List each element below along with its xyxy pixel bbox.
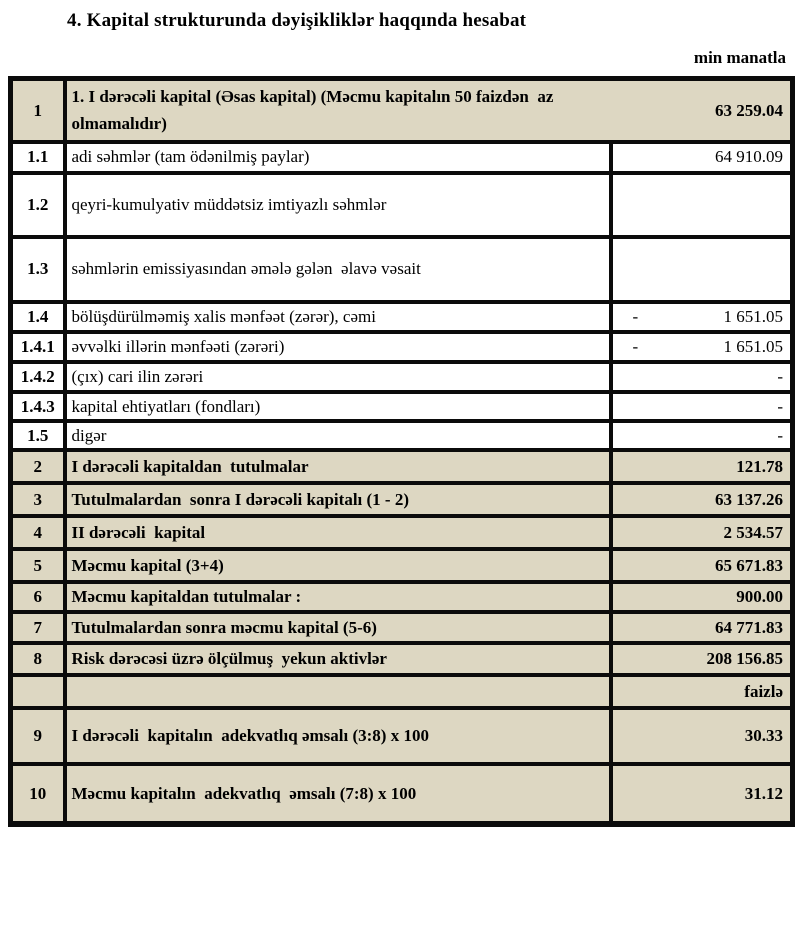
row-label-cell: adi səhmlər (tam ödənilmiş paylar): [65, 142, 611, 173]
table-row: [11, 302, 793, 332]
row-number-cell: [11, 675, 65, 708]
row-label-cell: I dərəcəli kapitaldan tutulmalar: [65, 450, 611, 483]
row-label-cell: Tutulmalardan sonra I dərəcəli kapitalı (1 - 2): [65, 483, 611, 516]
row-number-cell: 4: [11, 516, 65, 549]
row-value-cell: -: [611, 392, 793, 421]
row-label-cell: əvvəlki illərin mənfəəti (zərəri): [65, 332, 611, 362]
row-value-cell: 2 534.57: [611, 516, 793, 549]
table-row: [11, 450, 793, 483]
row-number-cell: 1.2: [11, 173, 65, 237]
row-value-cell: [611, 237, 793, 302]
capital-structure-table: [8, 76, 795, 827]
table-body: [11, 79, 793, 825]
table-row: [11, 79, 793, 142]
row-number-cell: 1.4.2: [11, 362, 65, 392]
row-label-cell: kapital ehtiyatları (fondları): [65, 392, 611, 421]
row-number-cell: 2: [11, 450, 65, 483]
row-label-cell: səhmlərin emissiyasından əmələ gələn əlavə vəsait: [65, 237, 611, 302]
row-value-cell: [611, 173, 793, 237]
row-number-cell: 1.5: [11, 421, 65, 450]
table-row: [11, 516, 793, 549]
row-value-cell: 31.12: [611, 764, 793, 824]
table-row: [11, 483, 793, 516]
row-label-cell: I dərəcəli kapitalın adekvatlıq əmsalı (3:8) x 100: [65, 708, 611, 764]
row-number-cell: 8: [11, 643, 65, 675]
row-label-cell: Risk dərəcəsi üzrə ölçülmuş yekun aktivlər: [65, 643, 611, 675]
table-row: [11, 764, 793, 824]
row-number-cell: 1.3: [11, 237, 65, 302]
table-row: [11, 612, 793, 643]
row-value-cell: 65 671.83: [611, 549, 793, 582]
row-number-cell: 1.1: [11, 142, 65, 173]
row-value-cell: -: [611, 421, 793, 450]
row-label-cell: [65, 675, 611, 708]
table-row: [11, 708, 793, 764]
row-number-cell: 7: [11, 612, 65, 643]
row-label-cell: digər: [65, 421, 611, 450]
row-value-cell: 64 771.83: [611, 612, 793, 643]
table-row: [11, 582, 793, 612]
negative-sign: -: [632, 336, 639, 356]
row-label-cell: (çıx) cari ilin zərəri: [65, 362, 611, 392]
row-value-cell: 121.78: [611, 450, 793, 483]
row-number-cell: 3: [11, 483, 65, 516]
table-row: [11, 421, 793, 450]
row-label-cell: qeyri-kumulyativ müddətsiz imtiyazlı səhmlər: [65, 173, 611, 237]
row-label-cell: Tutulmalardan sonra məcmu kapital (5-6): [65, 612, 611, 643]
row-number-cell: 10: [11, 764, 65, 824]
row-label: 1. I dərəcəli kapital (Əsas kapital) (Məcmu kapitalın 50 faizdən az olmamalıdır): [71, 87, 558, 134]
row-value: 63 259.04: [715, 100, 783, 120]
row-value-cell: [611, 332, 793, 362]
table-row: [11, 675, 793, 708]
row-value-cell: faizlə: [611, 675, 793, 708]
page-title: 4. Kapital strukturunda dəyişikliklər haqqında hesabat: [67, 10, 527, 31]
row-value-cell: [611, 302, 793, 332]
row-label-cell: bölüşdürülməmiş xalis mənfəət (zərər), cəmi: [65, 302, 611, 332]
row-value-cell: 64 910.09: [611, 142, 793, 173]
negative-sign: -: [632, 306, 639, 326]
row-label-cell: Məcmu kapitaldan tutulmalar :: [65, 582, 611, 612]
unit-label: min manatla: [693, 48, 786, 67]
row-label-cell: Məcmu kapitalın adekvatlıq əmsalı (7:8) x 100: [65, 764, 611, 824]
row-number-cell: 1.4.1: [11, 332, 65, 362]
row-value: 1 651.05: [723, 306, 783, 326]
row-value-cell: 208 156.85: [611, 643, 793, 675]
row-number-cell: 5: [11, 549, 65, 582]
row-number-cell: 1.4: [11, 302, 65, 332]
table-row: [11, 332, 793, 362]
row-number-cell: 1.4.3: [11, 392, 65, 421]
row-value-cell: 63 137.26: [611, 483, 793, 516]
table-row: [11, 362, 793, 392]
row-value-cell: -: [611, 362, 793, 392]
table-row: [11, 237, 793, 302]
table-row: [11, 142, 793, 173]
row-number-cell: 9: [11, 708, 65, 764]
table-row: [11, 392, 793, 421]
row-label-cell: Məcmu kapital (3+4): [65, 549, 611, 582]
row-value: 1 651.05: [723, 336, 783, 356]
row-number-cell: 6: [11, 582, 65, 612]
row-value-cell: 900.00: [611, 582, 793, 612]
row-label-cell: II dərəcəli kapital: [65, 516, 611, 549]
row-label-value-merged-cell: [65, 79, 793, 142]
row-number-cell: 1: [11, 79, 65, 142]
row-value-cell: 30.33: [611, 708, 793, 764]
table-row: [11, 643, 793, 675]
table-row: [11, 173, 793, 237]
table-row: [11, 549, 793, 582]
